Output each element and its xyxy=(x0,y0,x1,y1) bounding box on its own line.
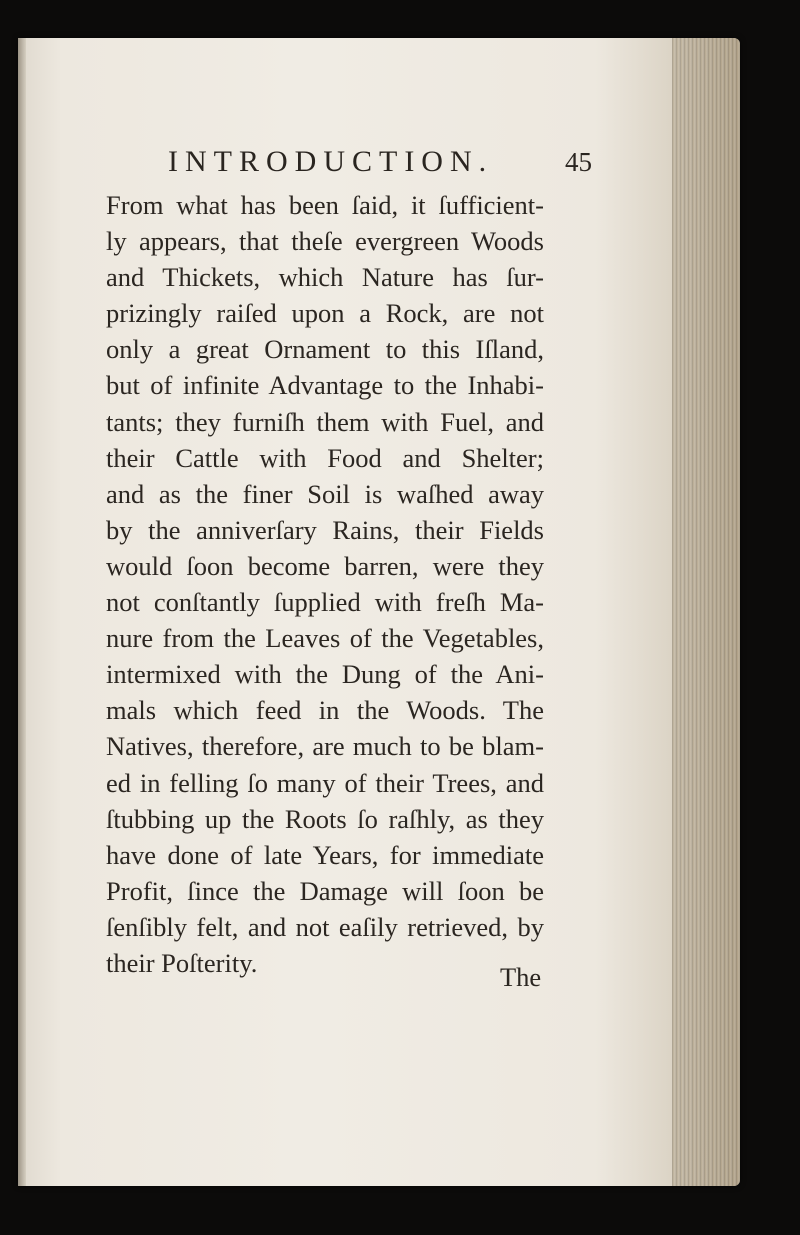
body-text xyxy=(106,187,544,981)
text-line: only a great Ornament to this Iſland, xyxy=(106,334,544,365)
catchword: The xyxy=(500,962,542,992)
page-gutter xyxy=(18,38,26,1186)
text-line: their Cattle with Food and Shelter; xyxy=(106,442,544,473)
text-line: ly appears, that theſe evergreen Woods xyxy=(106,226,544,257)
text-line: not conſtantly ſupplied with freſh Ma- xyxy=(106,587,544,618)
running-title: INTRODUCTION. xyxy=(168,145,494,178)
text-line: ſenſibly felt, and not eaſily retrieved, by xyxy=(106,911,544,942)
page-number: 45 xyxy=(565,147,592,177)
text-line: their Poſterity. xyxy=(106,947,258,978)
text-line: nure from the Leaves of the Vegetables, xyxy=(106,623,544,654)
text-line: Profit, ſince the Damage will ſoon be xyxy=(106,875,544,906)
text-line: have done of late Years, for immediate xyxy=(106,839,544,870)
text-line: prizingly raiſed upon a Rock, are not xyxy=(106,298,544,329)
text-line: and Thickets, which Nature has ſur- xyxy=(106,262,544,293)
text-line: by the anniverſary Rains, their Fields xyxy=(106,514,544,545)
text-line: intermixed with the Dung of the Ani- xyxy=(106,659,544,690)
text-line: mals which feed in the Woods. The xyxy=(106,695,544,726)
text-line: From what has been ſaid, it ſufficient- xyxy=(106,190,544,220)
text-line: would ſoon become barren, were they xyxy=(106,550,544,581)
text-line: but of infinite Advantage to the Inhabi- xyxy=(106,370,544,401)
page-fore-edge xyxy=(672,38,740,1186)
text-line: Natives, therefore, are much to be blam- xyxy=(106,731,544,762)
text-line: and as the finer Soil is waſhed away xyxy=(106,478,544,509)
text-line: tants; they furniſh them with Fuel, and xyxy=(106,406,544,437)
text-line: ſtubbing up the Roots ſo raſhly, as they xyxy=(106,803,544,834)
text-line: ed in felling ſo many of their Trees, and xyxy=(106,767,544,798)
